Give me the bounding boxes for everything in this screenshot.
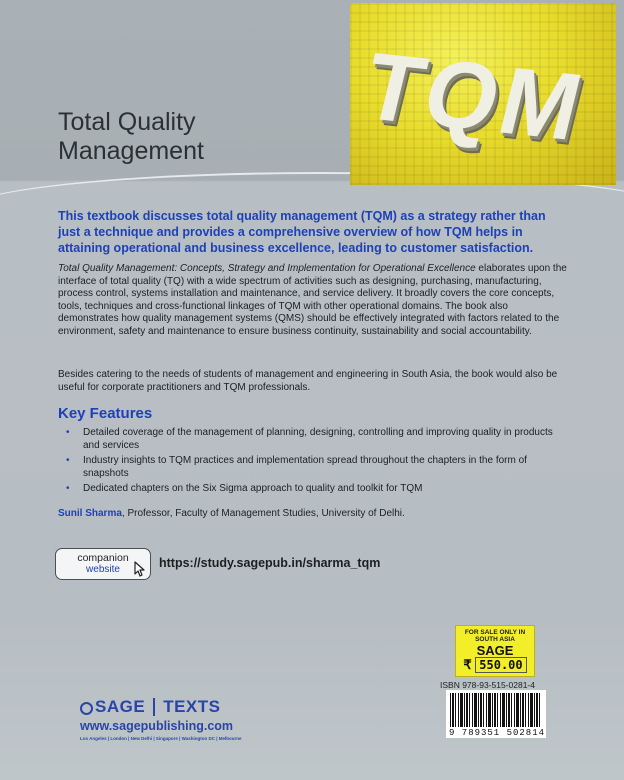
sticker-price: 550.00: [475, 657, 526, 673]
sticker-region: SOUTH ASIA: [475, 636, 515, 643]
book-full-title: Total Quality Management: Concepts, Strategy and Implementation for Operational Excellence: [58, 263, 476, 274]
feature-item: [66, 427, 556, 452]
tqm-image-word: TQM: [353, 32, 596, 161]
logo-divider: [153, 698, 155, 716]
feature-item: [66, 483, 556, 496]
key-features-list: [66, 427, 556, 499]
title-line-1: Total Quality: [58, 108, 196, 136]
title-line-2: Management: [58, 137, 204, 165]
feature-item: [66, 455, 556, 480]
author-line: [58, 508, 405, 519]
tqm-cover-image: [350, 3, 616, 185]
companion-label: companion: [77, 552, 129, 564]
feature-text: Industry insights to TQM practices and implementation spread throughout the chapters in the form of snapshots: [83, 455, 527, 479]
description-text-1: elaborates upon the interface of total quality (TQ) with a wide spectrum of activities such as designing, purchasing, manufacturing, process control, systems installation and maintenance, and service delivery. It broadly covers the core concepts, tools, techniques and cross-functional linkages of TQM with other operational domains. The book also demonstrates how quality management systems (QMS) should be effectively integrated with factors related to the environment, safety and maintenance to ensure business continuity, sustainability and social accountability.: [58, 263, 567, 337]
intro-blurb: This textbook discusses total quality management (TQM) as a strategy rather than just a technique and provides a comprehensive overview of how TQM helps in attaining operational and business excellence, leading to customer satisfaction.: [58, 209, 546, 255]
rupee-symbol: ₹: [463, 657, 472, 672]
feature-text: Dedicated chapters on the Six Sigma approach to quality and toolkit for TQM: [83, 483, 423, 495]
bullet-icon: •: [66, 455, 70, 467]
pointer-hand-icon: [132, 560, 148, 578]
author-name: Sunil Sharma: [58, 508, 122, 519]
companion-website-badge: [55, 548, 151, 580]
price-sticker: [455, 625, 535, 677]
bullet-icon: •: [66, 483, 70, 495]
key-features-heading: Key Features: [58, 405, 153, 422]
description-paragraph-2: Besides catering to the needs of students of management and engineering in South Asia, the book would also be useful for corporate practitioners and TQM professionals.: [58, 369, 558, 393]
website-label: website: [86, 564, 120, 575]
sticker-brand: SAGE: [476, 643, 514, 658]
publisher-logo: [80, 697, 220, 717]
barcode-digits: 9 789351 502814: [449, 728, 546, 738]
book-title: [58, 108, 204, 166]
sage-wordmark: SAGE: [95, 697, 146, 716]
texts-wordmark: TEXTS: [163, 697, 221, 716]
sticker-sale-line: FOR SALE ONLY IN: [464, 629, 526, 636]
bullet-icon: •: [66, 427, 70, 438]
companion-url: https://study.sagepub.in/sharma_tqm: [159, 556, 381, 570]
publisher-cities: Los Angeles | London | New Delhi | Singapore | Washington DC | Melbourne: [80, 736, 242, 741]
description-paragraph-1: [58, 263, 568, 339]
barcode-bars: [450, 693, 542, 727]
feature-text: Detailed coverage of the management of planning, designing, controlling and improving quality in products and services: [83, 427, 553, 451]
sticker-price-row: [456, 658, 534, 672]
barcode: [446, 690, 546, 738]
publisher-website: www.sagepublishing.com: [80, 719, 234, 733]
sage-circle-icon: [80, 702, 93, 715]
isbn-number: ISBN 978-93-515-0281-4: [440, 680, 535, 690]
author-affiliation: , Professor, Faculty of Management Studies, University of Delhi.: [121, 508, 405, 519]
